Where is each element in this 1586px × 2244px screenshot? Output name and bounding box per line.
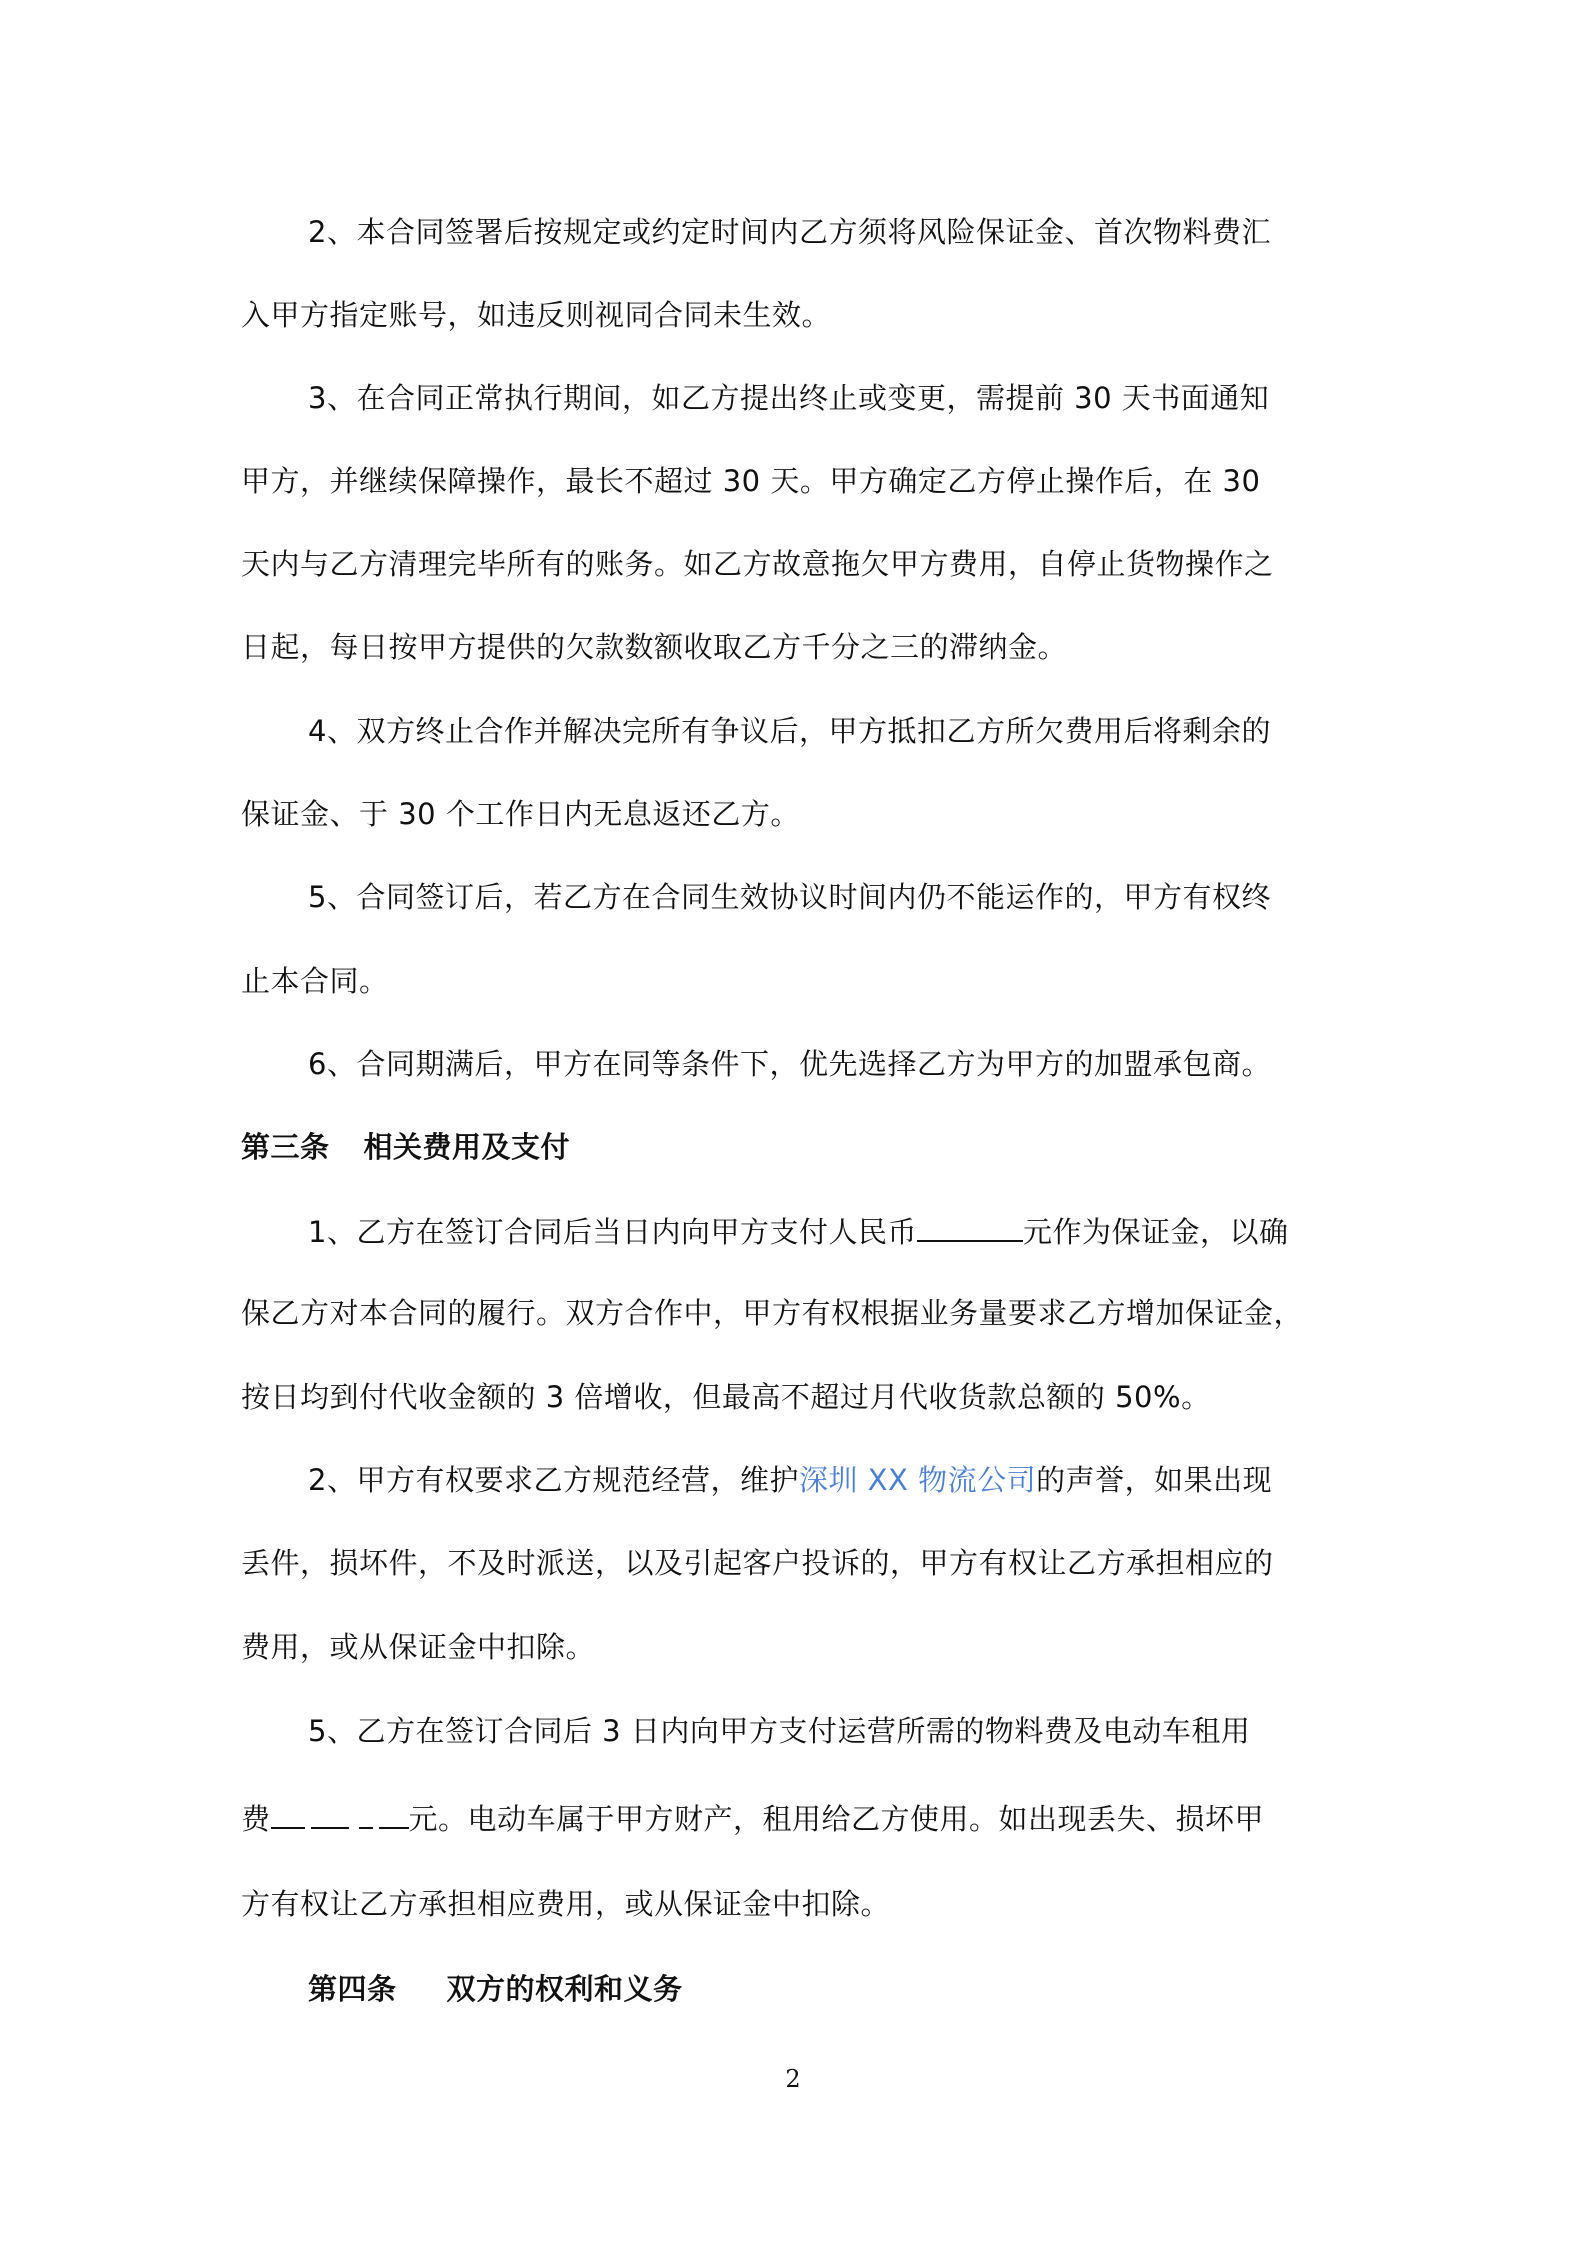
- paragraph-3-line-4: 日起，每日按甲方提供的欠款数额收取乙方千分之三的滞纳金。: [241, 630, 1068, 664]
- paragraph-2-line-2: 入甲方指定账号，如违反则视同合同未生效。: [241, 298, 832, 332]
- fee-blank-part-4: [379, 1797, 409, 1829]
- company-name-link[interactable]: 深圳 XX 物流公司: [798, 1463, 1037, 1497]
- section-3-item-2-line-2: 丢件，损坏件，不及时派送，以及引起客户投诉的，甲方有权让乙方承担相应的: [241, 1546, 1274, 1580]
- section-3-item-5-line-2: [241, 1797, 1264, 1839]
- fee-blank-part-3: [359, 1797, 373, 1829]
- item-5-text-before-blank: 费: [241, 1802, 271, 1836]
- fee-blank-part-1: [271, 1797, 305, 1829]
- paragraph-4-line-2: 保证金、于 30 个工作日内无息返还乙方。: [241, 797, 800, 831]
- section-3-title: 相关费用及支付: [363, 1130, 571, 1164]
- paragraph-6-line-1: 6、合同期满后，甲方在同等条件下，优先选择乙方为甲方的加盟承包商。: [308, 1047, 1271, 1081]
- paragraph-5-line-2: 止本合同。: [241, 964, 389, 998]
- item-5-text-after-blank: 元。电动车属于甲方财产，租用给乙方使用。如出现丢失、损坏甲: [408, 1802, 1265, 1836]
- amount-blank: [917, 1210, 1023, 1242]
- section-3-item-5-line-3: 方有权让乙方承担相应费用，或从保证金中扣除。: [241, 1887, 891, 1921]
- item-1-text-before-blank: 1、乙方在签订合同后当日内向甲方支付人民币: [308, 1215, 917, 1249]
- paragraph-3-line-2: 甲方，并继续保障操作，最长不超过 30 天。甲方确定乙方停止操作后，在 30: [241, 464, 1261, 498]
- item-2-text-after-link: 的声誉，如果出现: [1036, 1463, 1273, 1497]
- paragraph-5-line-1: 5、合同签订后，若乙方在合同生效协议时间内仍不能运作的，甲方有权终: [308, 880, 1271, 914]
- paragraph-2-line-1: 2、本合同签署后按规定或约定时间内乙方须将风险保证金、首次物料费汇: [308, 215, 1271, 249]
- paragraph-4-line-1: 4、双方终止合作并解决完所有争议后，甲方抵扣乙方所欠费用后将剩余的: [308, 714, 1271, 748]
- page-number: 2: [785, 2065, 801, 2093]
- section-3-item-5-line-1: 5、乙方在签订合同后 3 日内向甲方支付运营所需的物料费及电动车租用: [308, 1714, 1251, 1748]
- paragraph-3-line-3: 天内与乙方清理完毕所有的账务。如乙方故意拖欠甲方费用，自停止货物操作之: [241, 547, 1274, 581]
- item-1-text-after-blank: 元作为保证金，以确: [1022, 1215, 1289, 1249]
- section-4-number: 第四条: [308, 1972, 397, 2006]
- section-3-number: 第三条: [241, 1130, 330, 1164]
- section-4-title: 双方的权利和义务: [446, 1972, 683, 2006]
- section-4-heading: [308, 1969, 683, 2009]
- fee-blank-part-2: [311, 1797, 349, 1829]
- section-3-item-1-line-3: 按日均到付代收金额的 3 倍增收，但最高不超过月代收货款总额的 50%。: [241, 1380, 1211, 1414]
- section-3-item-1-line-1: [308, 1210, 1288, 1252]
- section-3-item-1-line-2: 保乙方对本合同的履行。双方合作中，甲方有权根据业务量要求乙方增加保证金，: [241, 1296, 1304, 1330]
- section-3-item-2-line-1: [308, 1460, 1272, 1500]
- section-3-item-2-line-3: 费用，或从保证金中扣除。: [241, 1630, 596, 1664]
- section-3-heading: [241, 1127, 570, 1167]
- item-2-text-before-link: 2、甲方有权要求乙方规范经营，维护: [308, 1463, 799, 1497]
- paragraph-3-line-1: 3、在合同正常执行期间，如乙方提出终止或变更，需提前 30 天书面通知: [308, 381, 1270, 415]
